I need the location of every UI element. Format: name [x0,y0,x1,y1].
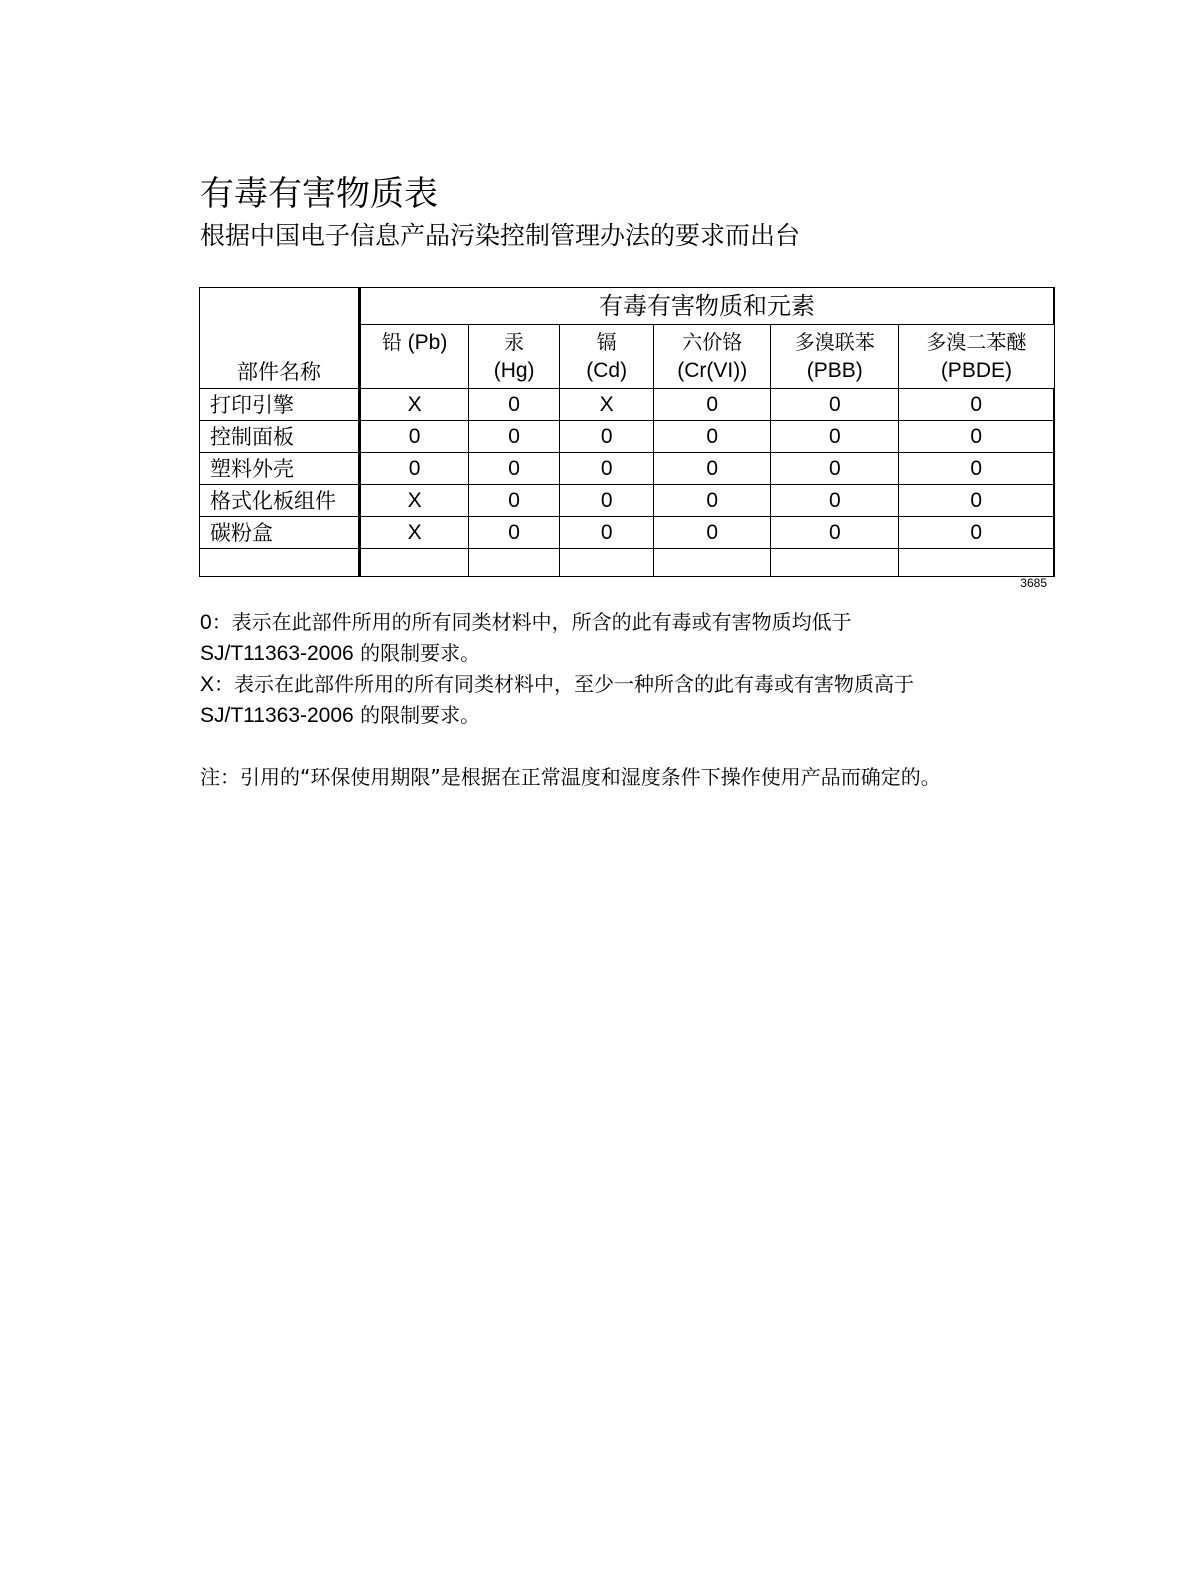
value-cell: 0 [469,389,560,421]
value-cell: 0 [771,453,899,485]
element-name: 六价铬 [682,330,743,354]
element-name: 镉 [596,330,617,354]
element-symbol: (Cd) [586,359,628,382]
value-cell: 0 [469,517,560,549]
element-name: 铅 [381,330,402,354]
table-row [200,485,1055,517]
element-symbol: (Hg) [493,359,535,382]
empty-cell [771,549,899,577]
value-cell: X [360,485,469,517]
value-cell: 0 [360,453,469,485]
empty-cell [360,549,469,577]
value-cell: 0 [560,421,654,453]
value-cell: 0 [469,485,560,517]
value-cell: 0 [899,389,1054,421]
part-name: 打印引擎 [200,389,360,421]
value-cell: 0 [360,421,469,453]
note-zero [200,607,1100,638]
value-cell: 0 [771,421,899,453]
value-cell: 0 [771,485,899,517]
value-cell: 0 [560,453,654,485]
table-row [200,453,1055,485]
empty-cell [654,549,771,577]
value-cell: 0 [771,389,899,421]
value-cell: 0 [654,421,771,453]
value-cell: X [360,517,469,549]
element-symbol: (PBDE) [940,359,1012,382]
value-cell: 0 [899,485,1054,517]
standard-code: SJ/T11363-2006 [200,704,354,727]
value-cell: 0 [899,453,1054,485]
table-row [200,389,1055,421]
note-key: 0 [200,611,212,634]
empty-cell [469,549,560,577]
element-name: 多溴二苯醚 [926,330,1027,354]
note-x-standard [200,700,1100,731]
value-cell: 0 [654,453,771,485]
element-header-hg [469,325,560,389]
note-text: ：表示在此部件所用的所有同类材料中，至少一种所含的此有毒或有害物质高于 [214,672,915,696]
note-text: ：表示在此部件所用的所有同类材料中，所含的此有毒或有害物质均低于 [211,610,852,634]
value-cell: 0 [899,421,1054,453]
empty-table-row [200,549,1055,577]
element-symbol: (PBB) [806,359,863,382]
element-header-cd [560,325,654,389]
table-row [200,421,1055,453]
hazardous-substances-table [199,287,1055,577]
element-name: 汞 [504,330,525,354]
element-name: 多溴联苯 [794,330,875,354]
part-name: 格式化板组件 [200,485,360,517]
element-symbol: (Cr(VI)) [677,359,748,382]
table-row [200,517,1055,549]
empty-cell [200,549,360,577]
value-cell: 0 [771,517,899,549]
value-cell: X [360,389,469,421]
notes-section [200,607,1100,793]
note-x [200,669,1100,700]
value-cell: 0 [469,421,560,453]
remark-note: 注：引用的“环保使用期限”是根据在正常温度和湿度条件下操作使用产品而确定的。 [200,765,941,789]
note-text: 的限制要求。 [353,703,481,727]
value-cell: 0 [899,517,1054,549]
value-cell: 0 [469,453,560,485]
empty-cell [899,549,1054,577]
table-reference-code: 3685 [1020,576,1047,590]
substances-group-header: 有毒有害物质和元素 [360,288,1054,325]
part-name: 碳粉盒 [200,517,360,549]
part-name: 塑料外壳 [200,453,360,485]
element-symbol: (Pb) [407,331,448,354]
note-text: 的限制要求。 [353,641,481,665]
value-cell: 0 [560,485,654,517]
spacer [200,731,1100,762]
element-header-cr6 [654,325,771,389]
value-cell: 0 [654,517,771,549]
element-header-pbb [771,325,899,389]
document-title: 有毒有害物质表 [200,174,438,214]
note-key: X [200,673,215,696]
value-cell: 0 [560,517,654,549]
part-name: 控制面板 [200,421,360,453]
part-name-header: 部件名称 [200,288,360,389]
note-zero-standard [200,638,1100,669]
document-subtitle: 根据中国电子信息产品污染控制管理办法的要求而出台 [200,221,801,250]
element-header-pb [360,325,469,389]
empty-cell [560,549,654,577]
element-header-pbde [899,325,1054,389]
standard-code: SJ/T11363-2006 [200,642,354,665]
value-cell: X [560,389,654,421]
value-cell: 0 [654,389,771,421]
value-cell: 0 [654,485,771,517]
